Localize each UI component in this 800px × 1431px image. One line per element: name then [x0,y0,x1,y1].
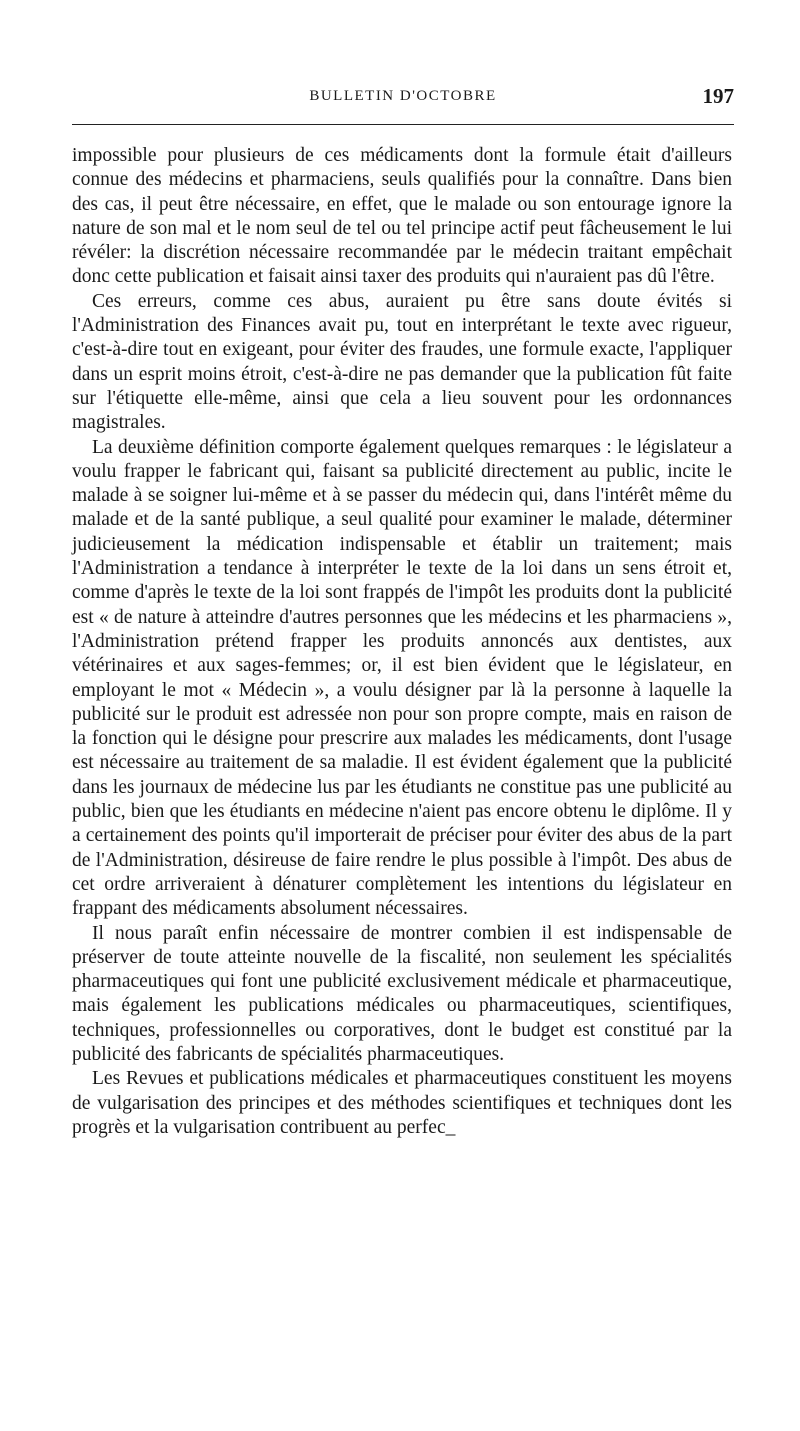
header-rule [72,124,734,125]
paragraph-1: impossible pour plusieurs de ces médicaments dont la formule était d'ailleurs connue des médecins et pharmaciens, seuls qualifiés pour la connaître. Dans bien des cas, il peut être nécessaire, en effet, que le malade ou son entourage ignore la nature de son mal et le nom seul de tel ou tel principe actif peut fâcheusement le lui révéler: la discrétion nécessaire recommandée par le médecin traitant empêchait donc cette publication et faisait ainsi taxer des produits qui n'auraient pas dû l'être. [72,145,732,288]
paragraph-2: Ces erreurs, comme ces abus, auraient pu être sans doute évités si l'Administration des Finances avait pu, tout en interprétant le texte avec rigueur, c'est-à-dire tout en exigeant, pour éviter des fraudes, une formule exacte, l'appliquer dans un esprit moins étroit, c'est-à-dire ne pas demander que la publication fût faite sur l'étiquette elle-même, ainsi que cela a lieu souvent pour les ordonnances magistrales. [72,290,732,434]
page-header [72,84,734,114]
page-number: 197 [702,84,734,108]
paragraph-4: Il nous paraît enfin nécessaire de montrer combien il est indispensable de préserver de toute atteinte nouvelle de la fiscalité, non seulement les spécialités pharmaceutiques qui font une publicité exclusivement médicale et pharmaceutique, mais également les publications médicales ou pharmaceutiques, scientifiques, techniques, professionnelles ou corporatives, dont le budget est constitué par la publicité des fabricants de spécialités pharmaceutiques. [72,922,732,1065]
paragraph-3: La deuxième définition comporte également quelques remarques : le législateur a voulu frapper le fabricant qui, faisant sa publicité directement au public, incite le malade à se soigner lui-même et à se passer du médecin qui, dans l'intérêt même du malade et de la santé publique, a seul qualité pour examiner le malade, déterminer judicieusement la médication indispensable et établir un traitement; mais l'Administration a tendance à interpréter le texte de la loi dans un sens étroit et, comme d'après le texte de la loi sont frappés de l'impôt les produits dont la publicité est « de nature à atteindre d'autres personnes que les médecins et les pharmaciens », l'Administration prétend frapper les produits annoncés aux dentistes, aux vétérinaires et aux sages-femmes; or, il est bien évident que le législateur, en employant le mot « Médecin », a voulu désigner par là la personne à laquelle la publicité sur le produit est adressée non pour son propre compte, mais en raison de la fonction qui le désigne pour prescrire aux malades les médicaments, dont l'usage est nécessaire au traitement de sa maladie. Il est évident également que la publicité dans les journaux de médecine lus par les étudiants ne constitue pas une publicité au public, bien que les étudiants en médecine n'aient pas encore obtenu le diplôme. Il y a certainement des points qu'il importerait de préciser pour éviter des abus de la part de l'Administration, désireuse de faire rendre le plus possible à l'impôt. Des abus de cet ordre arriveraient à dénaturer complètement les intentions du législateur en frappant des médicaments absolument nécessaires. [72,436,732,920]
running-title: BULLETIN D'OCTOBRE [309,88,497,104]
body-text [72,144,732,1140]
paragraph-5: Les Revues et publications médicales et pharmaceutiques constituent les moyens de vulgarisation des principes et des méthodes scientifiques et techniques dont les progrès et la vulgarisation contribuent au perfec_ [72,1068,732,1138]
